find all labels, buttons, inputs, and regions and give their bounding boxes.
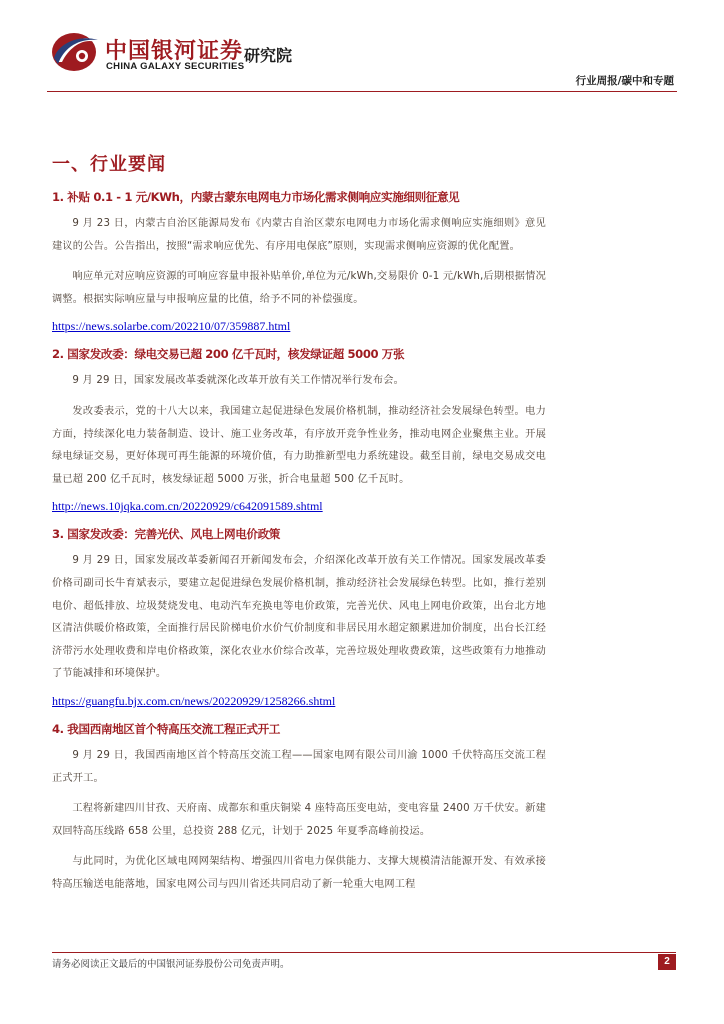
news-item-title: 4. 我国西南地区首个特高压交流工程正式开工 bbox=[52, 721, 280, 736]
news-source-link[interactable]: https://guangfu.bjx.com.cn/news/20220929/1258266.shtml bbox=[52, 693, 336, 708]
news-paragraph: 工程将新建四川甘孜、天府南、成都东和重庆铜梁 4 座特高压变电站，变电容量 2400 万千伏安。新建双回特高压线路 658 公里，总投资 288 亿元，计划于 2025 年夏季高峰前投运。 bbox=[52, 803, 546, 837]
news-paragraph: 发改委表示，党的十八大以来，我国建立起促进绿色发展价格机制，推动经济社会发展绿色转型。电力方面，持续深化电力装备制造、设计、施工业务改革，有序放开竞争性业务，推动电网企业聚焦主业。开展绿电绿证交易，更好体现可再生能源的环境价值，有力助推新型电力系统建设。截至目前，绿电交易成交电量已超 200 亿千瓦时，核发绿证超 5000 万张，折合电量超 500 亿千瓦时。 bbox=[52, 405, 546, 485]
news-item bbox=[52, 189, 546, 334]
news-item-title: 2. 国家发改委：绿电交易已超 200 亿千瓦时，核发绿证超 5000 万张 bbox=[52, 347, 405, 362]
page-number: 2 bbox=[658, 954, 676, 970]
china-galaxy-logo-icon bbox=[48, 28, 100, 74]
footer-divider bbox=[52, 952, 676, 953]
footer-disclaimer: 请务必阅读正文最后的中国银河证券股份公司免责声明。 bbox=[52, 959, 290, 970]
news-item bbox=[52, 526, 546, 709]
news-paragraph: 9 月 29 日，国家发展改革委新闻召开新闻发布会，介绍深化改革开放有关工作情况。国家发展改革委价格司副司长牛育斌表示，要建立起促进绿色发展价格机制，推动经济社会发展绿色转型。比如，推行差别电价、超低排放、垃圾焚烧发电、电动汽车充换电等电价政策，完善光伏、风电上网电价政策，出台北方地区清洁供暖价格政策，全面推行居民阶梯电价水价气价制度和非居民用水超定额累进加价制度，出台长江经济带污水处理收费和岸电价格政策，深化农业水价综合改革，完善垃圾处理收费政策，这些政策有力地推动了节能减排和环境保护。 bbox=[52, 555, 546, 680]
main-content bbox=[52, 150, 546, 904]
news-source-link[interactable]: http://news.10jqka.com.cn/20220929/c642091589.shtml bbox=[52, 499, 323, 514]
institute-label: 研究院 bbox=[244, 46, 293, 65]
brand-name-english: CHINA GALAXY SECURITIES bbox=[106, 61, 245, 72]
news-paragraph: 9 月 29 日，我国西南地区首个特高压交流工程——国家电网有限公司川渝 1000 千伏特高压交流工程正式开工。 bbox=[52, 749, 546, 784]
brand-name-chinese: 中国银河证券 bbox=[105, 39, 244, 64]
news-paragraph: 9 月 23 日，内蒙古自治区能源局发布《内蒙古自治区蒙东电网电力市场化需求侧响应实施细则》意见建议的公告。公告指出，按照“需求响应优先、有序用电保底”原则，实现需求侧响应资源的优化配置。 bbox=[52, 218, 546, 252]
report-type-label: 行业周报/碳中和专题 bbox=[575, 75, 674, 87]
news-item-title: 3. 国家发改委：完善光伏、风电上网电价政策 bbox=[52, 527, 280, 542]
header-divider bbox=[47, 91, 677, 92]
news-paragraph: 9 月 29 日，国家发展改革委就深化改革开放有关工作情况举行发布会。 bbox=[72, 375, 404, 387]
page-header bbox=[0, 0, 724, 96]
section-title: 一、行业要闻 bbox=[52, 154, 166, 175]
news-item bbox=[52, 721, 546, 897]
news-paragraph: 与此同时，为优化区域电网网架结构、增强四川省电力保供能力、支撑大规模清洁能源开发、有效承接特高压输送电能落地，国家电网公司与四川省还共同启动了新一轮重大电网工程 bbox=[52, 856, 546, 890]
news-source-link[interactable]: https://news.solarbe.com/202210/07/359887.html bbox=[52, 319, 291, 334]
news-item bbox=[52, 346, 546, 514]
news-paragraph: 响应单元对应响应资源的可响应容量申报补贴单价,单位为元/kWh,交易限价 0-1 元/kWh,后期根据情况调整。根据实际响应量与申报响应量的比值，给予不同的补偿强度。 bbox=[52, 271, 546, 305]
news-item-title: 1. 补贴 0.1 - 1 元/KWh，内蒙古蒙东电网电力市场化需求侧响应实施细则征意见 bbox=[52, 190, 460, 204]
